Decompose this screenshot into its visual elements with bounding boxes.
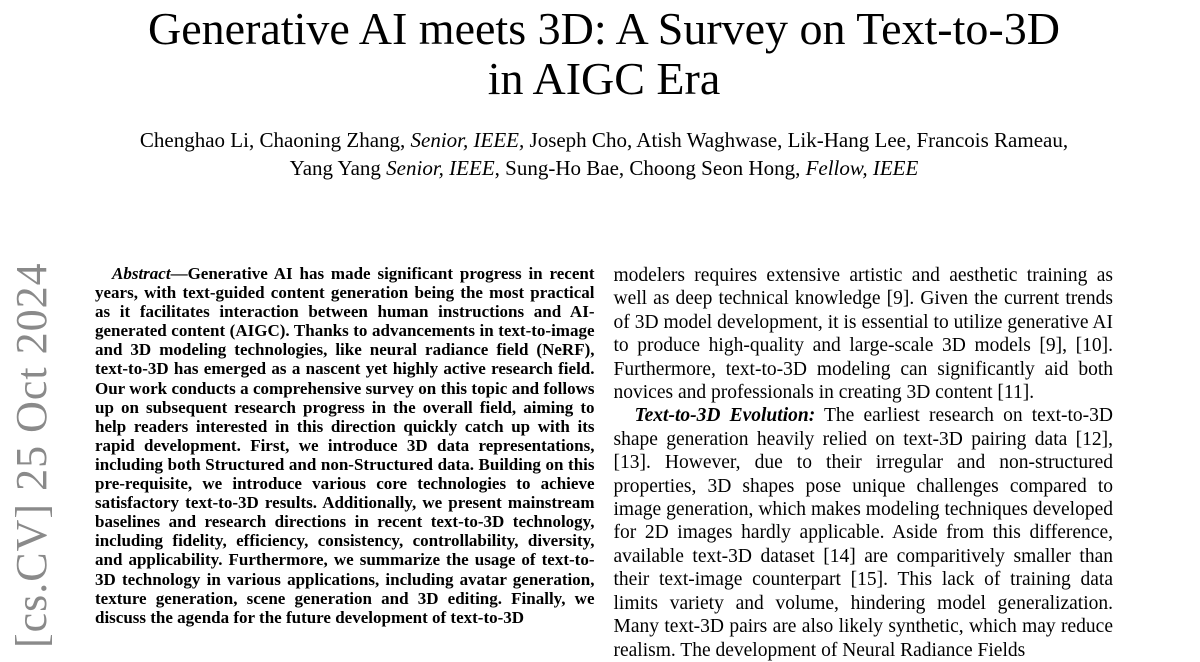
author-segment: Joseph Cho, Atish Waghwase, Lik-Hang Lee, Francois Rameau,	[524, 128, 1069, 152]
evolution-body: The earliest research on text-to-3D shape generation heavily relied on text-3D pairing data [12], [13]. However, due to their irregular and non-structured properties, 3D shapes pose unique challenges compared to image generation, which makes modeling techniques developed for 2D images hardly applicable. Aside from this difference, available text-3D dataset [14] are comparitively smaller than their text-image counterpart [15]. This lack of training data limits variety and volume, hindering model generalization. Many text-3D pairs are also likely synthetic, which may reduce realism. The development of Neural Radiance Fields	[613, 405, 1113, 661]
abstract-paragraph	[95, 264, 595, 627]
author-segment: Yang Yang	[289, 156, 387, 180]
evolution-paragraph	[614, 404, 1114, 661]
intro-continuation-paragraph: modelers requires extensive artistic and aesthetic training as well as deep technical knowledge [9]. Given the current trends of 3D model development, it is essential to utilize generative AI to produce high-quality and large-scale 3D models [9], [10]. Furthermore, text-to-3D modeling can significantly aid both novices and professionals in creating 3D content [11].	[613, 265, 1113, 404]
author-honorific: Fellow, IEEE	[805, 156, 919, 180]
two-column-layout	[95, 264, 1113, 662]
paper-title-line-2: in AIGC Era	[487, 53, 721, 104]
paper-title-line-1: Generative AI meets 3D: A Survey on Text-to-3D	[148, 3, 1060, 54]
author-list	[55, 126, 1153, 182]
abstract-body: —Generative AI has made significant progress in recent years, with text-guided content generation being the most practical as it facilitates interaction between human instructions and AI-generated content (AIGC). Thanks to advancements in text-to-image and 3D modeling technologies, like neural radiance field (NeRF), text-to-3D has emerged as a nascent yet highly active research field. Our work conducts a comprehensive survey on this topic and follows up on subsequent research progress in the overall field, aiming to help readers interested in this direction quickly catch up with its rapid development. First, we introduce 3D data representations, including both Structured and non-Structured data. Building on this pre-requisite, we introduce various core technologies to achieve satisfactory text-to-3D results. Additionally, we present mainstream baselines and research directions in recent text-to-3D technology, including fidelity, efficiency, consistency, controllability, diversity, and applicability. Furthermore, we summarize the usage of text-to-3D technology in various applications, including avatar generation, texture generation, scene generation and 3D editing. Finally, we discuss the agenda for the future development of text-to-3D	[95, 264, 595, 627]
left-column	[95, 264, 595, 662]
right-column	[614, 264, 1114, 662]
evolution-lead: Text-to-3D Evolution:	[634, 405, 816, 427]
author-segment: , Sung-Ho Bae, Choong Seon Hong,	[494, 156, 806, 180]
arxiv-watermark: [cs.CV] 25 Oct 2024	[7, 262, 56, 648]
author-honorific: Senior, IEEE	[386, 156, 495, 180]
author-segment: Chenghao Li, Chaoning Zhang,	[139, 128, 411, 152]
author-honorific: Senior, IEEE,	[410, 128, 525, 152]
paper-title	[95, 4, 1113, 104]
abstract-label: Abstract	[112, 264, 171, 283]
